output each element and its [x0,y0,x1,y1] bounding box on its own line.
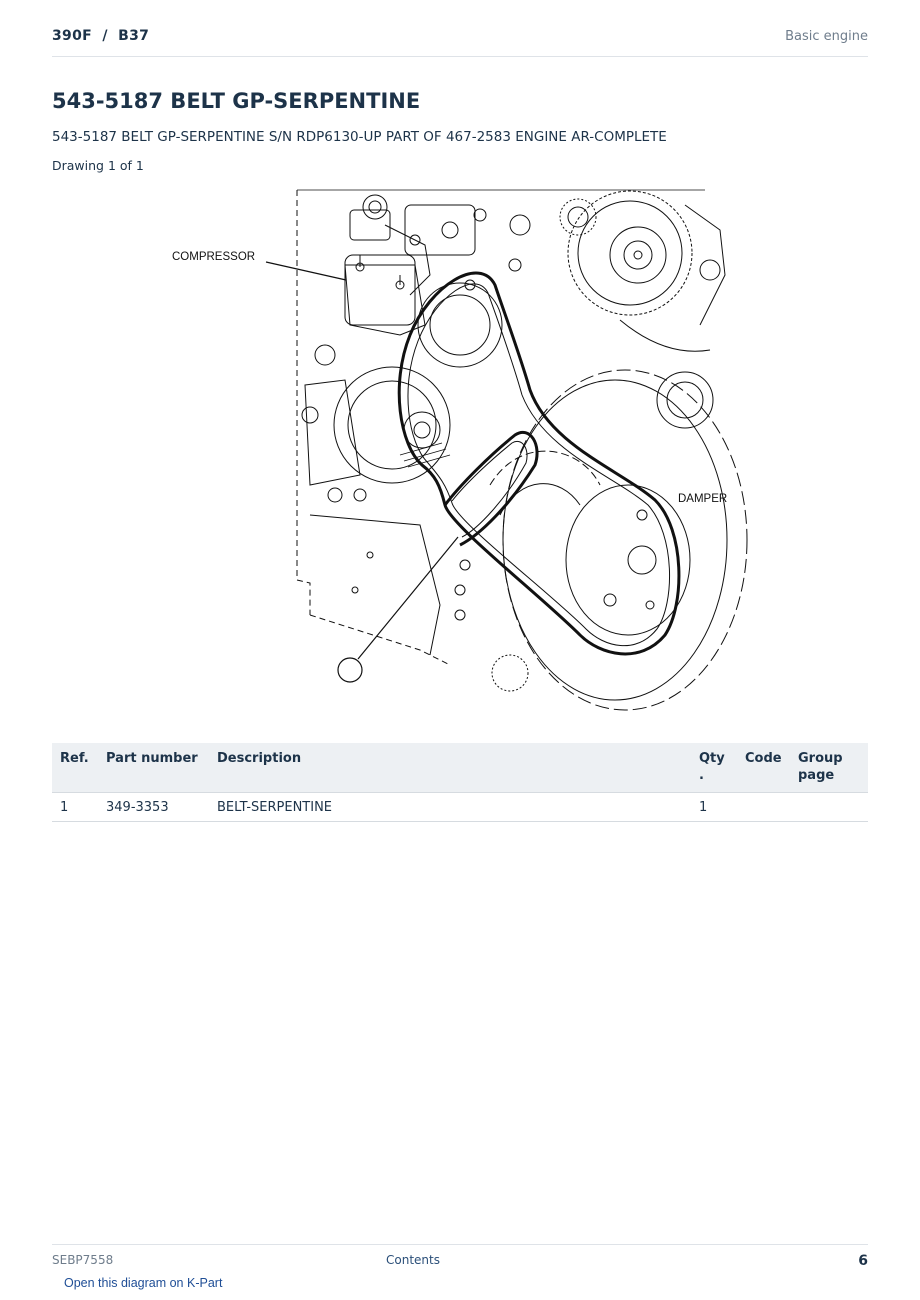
page-header [52,28,868,57]
row-group-page [790,793,868,822]
table-row [52,793,868,822]
row-code [737,793,790,822]
column-group-page: Group page [790,743,868,793]
document-number: SEBP7558 [52,1253,114,1267]
section-name: Basic engine [785,29,868,44]
column-qty: Qty . [691,743,737,793]
page-title: 543-5187 BELT GP-SERPENTINE [52,89,421,113]
page-subtitle: 543-5187 BELT GP-SERPENTINE S/N RDP6130-UP PART OF 467-2583 ENGINE AR-COMPLETE [52,129,667,145]
column-description: Description [209,743,691,793]
page-number: 6 [858,1253,868,1269]
parts-diagram[interactable] [160,185,760,720]
column-code: Code [737,743,790,793]
parts-table [52,743,868,822]
drawing-count: Drawing 1 of 1 [52,158,144,173]
compressor-label: COMPRESSOR [172,251,256,263]
model-breadcrumb: 390F / B37 [52,28,150,44]
column-part-number: Part number [98,743,209,793]
damper-label: DAMPER [678,493,728,505]
contents-link[interactable]: Contents [386,1253,440,1267]
column-ref: Ref. [52,743,98,793]
row-ref: 1 [52,793,98,822]
row-part-number: 349-3353 [98,793,209,822]
table-header-row [52,743,868,793]
row-description: BELT-SERPENTINE [209,793,691,822]
row-qty: 1 [691,793,737,822]
open-in-kpart-link[interactable]: Open this diagram on K-Part [64,1276,223,1290]
engine-belt-illustration [160,185,760,720]
